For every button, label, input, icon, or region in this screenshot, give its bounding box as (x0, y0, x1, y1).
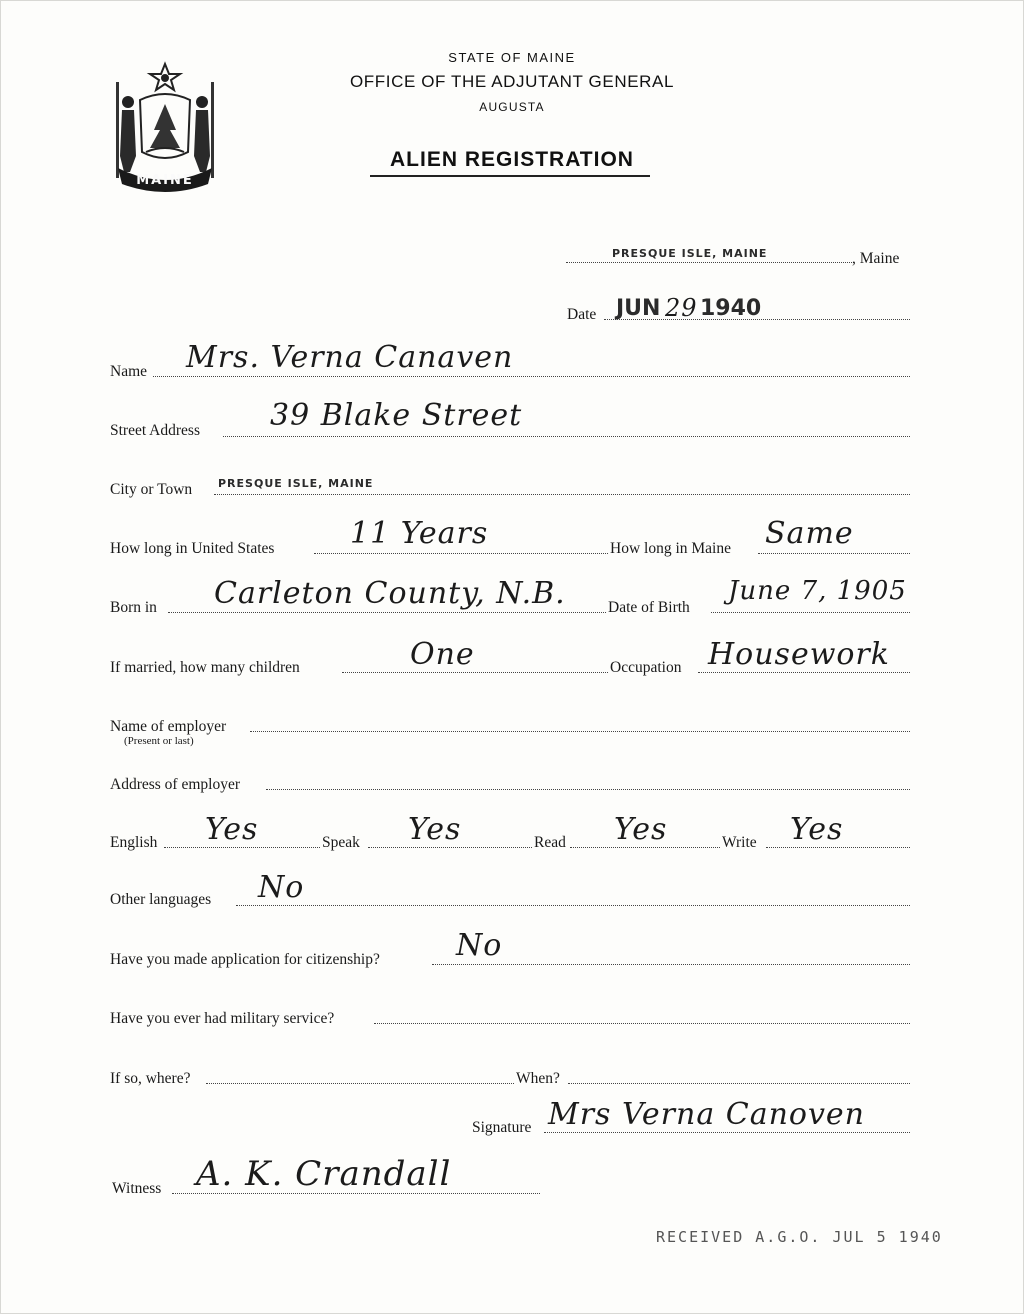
born-value: Carleton County, N.B. (214, 576, 566, 611)
write-value: Yes (790, 812, 844, 847)
witness-label: Witness (112, 1180, 162, 1197)
form-title: ALIEN REGISTRATION (390, 148, 634, 171)
signature-line (544, 1132, 910, 1133)
dob-value: June 7, 1905 (728, 576, 907, 606)
read-label: Read (534, 834, 566, 851)
city-stamp: PRESQUE ISLE, MAINE (218, 477, 374, 490)
occupation-value: Housework (708, 637, 890, 672)
children-line (342, 672, 608, 673)
speak-line (368, 847, 532, 848)
where-line (206, 1083, 514, 1084)
state-heading: STATE OF MAINE (448, 50, 576, 65)
city-label: City or Town (110, 481, 193, 498)
english-line (164, 847, 320, 848)
when-line (568, 1083, 910, 1084)
place-line (566, 262, 852, 263)
employer-sublabel: (Present or last) (124, 735, 194, 747)
employer-address-line (266, 789, 910, 790)
us-duration-value: 11 Years (350, 516, 489, 551)
street-value: 39 Blake Street (270, 398, 523, 433)
maine-duration-line (758, 553, 910, 554)
place-suffix: , Maine (852, 250, 900, 267)
military-label: Have you ever had military service? (110, 1010, 335, 1027)
english-value: Yes (205, 812, 259, 847)
write-line (766, 847, 910, 848)
born-label: Born in (110, 599, 157, 616)
maine-duration-label: How long in Maine (610, 540, 731, 557)
date-handwritten-day: 29 (665, 294, 698, 322)
city-heading: AUGUSTA (479, 100, 545, 114)
employer-line (250, 731, 910, 732)
when-label: When? (516, 1070, 560, 1087)
us-duration-line (314, 553, 608, 554)
born-line (168, 612, 606, 613)
speak-label: Speak (322, 834, 360, 851)
name-value: Mrs. Verna Canaven (186, 340, 514, 375)
where-label: If so, where? (110, 1070, 191, 1087)
occupation-label: Occupation (610, 659, 682, 676)
other-languages-value: No (258, 870, 305, 905)
other-languages-line (236, 905, 910, 906)
name-line (153, 376, 910, 377)
citizenship-line (432, 964, 910, 965)
date-stamp-month: JUN (616, 296, 661, 321)
date-label: Date (567, 306, 597, 323)
maine-duration-value: Same (765, 516, 854, 551)
street-label: Street Address (110, 422, 200, 439)
occupation-line (698, 672, 910, 673)
received-stamp: RECEIVED A.G.O. JUL 5 1940 (656, 1228, 943, 1246)
read-value: Yes (614, 812, 668, 847)
children-value: One (410, 637, 475, 672)
dob-line (711, 612, 910, 613)
dob-label: Date of Birth (608, 599, 690, 616)
read-line (570, 847, 720, 848)
other-languages-label: Other languages (110, 891, 212, 908)
write-label: Write (722, 834, 757, 851)
citizenship-value: No (456, 928, 503, 963)
title-underline (370, 175, 650, 177)
employer-address-label: Address of employer (110, 776, 240, 793)
date-stamp-year: 1940 (700, 296, 762, 321)
office-heading: OFFICE OF THE ADJUTANT GENERAL (349, 72, 675, 91)
speak-value: Yes (408, 812, 462, 847)
signature-label: Signature (472, 1119, 532, 1136)
city-line (214, 494, 910, 495)
name-label: Name (110, 363, 148, 380)
signature-value: Mrs Verna Canoven (548, 1097, 865, 1132)
military-line (374, 1023, 910, 1024)
svg-text:MAINE: MAINE (136, 173, 194, 188)
street-line (223, 436, 910, 437)
citizenship-label: Have you made application for citizenship? (110, 951, 380, 968)
place-stamp: PRESQUE ISLE, MAINE (612, 247, 768, 260)
witness-value: A. K. Crandall (196, 1154, 452, 1194)
us-duration-label: How long in United States (110, 540, 275, 557)
employer-label: Name of employer (110, 718, 227, 735)
children-label: If married, how many children (110, 659, 300, 676)
english-label: English (110, 834, 158, 851)
